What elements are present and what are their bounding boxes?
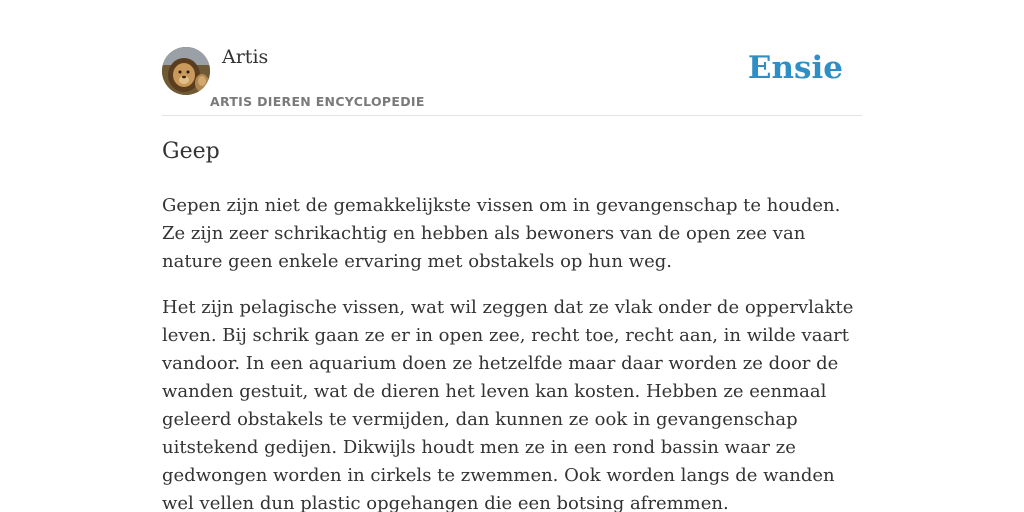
author-name[interactable]: Artis (222, 46, 269, 68)
article-body (162, 192, 862, 512)
author-avatar[interactable] (162, 47, 210, 95)
article-paragraph: Het zijn pelagische vissen, wat wil zeggen dat ze vlak onder de oppervlakte leven. Bij schrik gaan ze er in open zee, recht toe, recht aan, in wilde vaart vandoor. In een aquarium doen ze hetzelfde maar daar worden ze door de wanden gestuit, wat de dieren het leven kan kosten. Hebben ze eenmaal geleerd obstakels te vermijden, dan kunnen ze ook in gevangenschap uitstekend gedijen. Dikwijls houdt men ze in een rond bassin waar ze gedwongen worden in cirkels te zwemmen. Ook worden langs de wanden wel vellen dun plastic opgehangen die een botsing afremmen. (162, 297, 854, 512)
lion-photo-avatar (162, 47, 210, 95)
article-paragraph: Gepen zijn niet de gemakkelijkste vissen om in gevangenschap te houden. Ze zijn zeer schrikachtig en hebben als bewoners van de open zee van nature geen enkele ervaring met obstakels op hun weg. (162, 195, 841, 272)
author-subtitle: ARTIS DIEREN ENCYCLOPEDIE (210, 94, 425, 109)
brand-logo[interactable]: Ensie (747, 50, 843, 86)
page-container (162, 0, 862, 512)
article-title: Geep (162, 139, 220, 164)
page-header (162, 0, 862, 116)
